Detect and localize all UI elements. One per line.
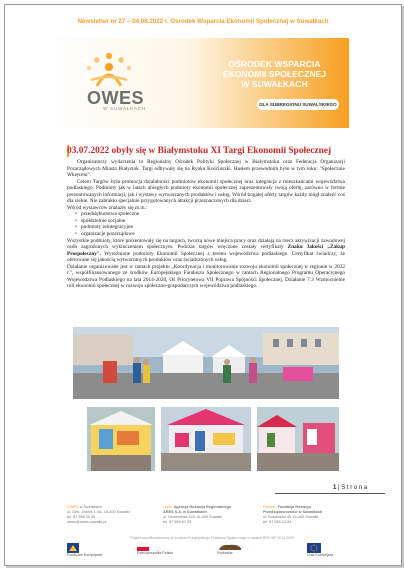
footer-partner-phone: tel. 87 565 13 84 (263, 520, 292, 524)
list-item: • podmioty reintegracyjne (75, 224, 345, 231)
article-paragraph: Organizatorzy wydarzenia to Regionalny Ośrodek Polityki Społecznej w Białymstoku oraz Federacja Organizacji Pozarządowych Miasta Białystok. Targi odbywały się na Rynku Kościuszki. Hasłem przewodnim było w tym roku: "Społecznie Wkręceni". (67, 159, 345, 179)
bison-icon (217, 543, 243, 551)
podlaskie-logo-text: Podlaskie (217, 551, 233, 555)
eu-flag-icon (307, 543, 321, 553)
paragraph-part: Wszystkie podmioty, które prezentowały się na targach, tworzą nowe miejsca pracy oraz działają na rzecz aktywizacji zawodowej osób zagrożonych wykluczeniem społecznym. Podczas targów wręczone zostały certyfikaty (67, 237, 345, 251)
eu-logo-text: Unia Europejska (307, 553, 334, 557)
footer-partner-title2: Przedsiębiorczości w Suwałkach (263, 510, 323, 514)
newsletter-page (4, 4, 402, 566)
footer-owes-email: owes@owes-suwalki.pl (67, 520, 107, 524)
article-body (67, 159, 345, 290)
eu-funds-logo-text: Fundusze Europejskie (67, 553, 103, 557)
paragraph-part: Wyróżnione podmioty Ekonomii Społecznej z terenu województwa podlaskiego. Certyfikat świadczy, że oferowane się jakością wytwarzanych produktów oraz świadczonych usług. (67, 250, 345, 264)
article-paragraph: Celem Targów była promocja działalności podmiotów ekonomii społecznej oraz integracja z mieszkańcami województwa podlaskiego. Podmioty jak w latach ubiegłych podmioty ekonomii społecznej zaprezentowały swoją ofertę, zarówno w formie prezentowanych informacji, jak i wystawy wytwarzanych produktów i usług. Wśród bogatej oferty targów każdy mógł znaleźć coś dla siebie. Nie zabrakło specjalnie przygotowanych atrakcji przeznaczonych dla dzieci. (67, 178, 345, 205)
fair-photo-stalls (257, 407, 339, 471)
banner-title-line1: OŚRODEK WSPARCIA (228, 59, 321, 69)
banner-title-line3: W SUWAŁKACH (241, 79, 308, 89)
eu-logo (307, 543, 357, 557)
fair-photo-tent (161, 407, 251, 471)
footer-funding-note: Projekt współfinansowany ze środków Europejskiego Funduszu Społecznego w ramach RPO WP 2014-2020 (130, 536, 294, 540)
subregion-pill: DLA SUBREGIONU SUWALSKIEGO (257, 99, 339, 110)
article-heading: 03.07.2022 obyły się w Białymstoku XI Targi Ekonomii Społecznej (67, 146, 332, 156)
footer-partner-prefix: Partner: (263, 505, 277, 509)
article-paragraph: Wśród wystawców znalazły się m.in.: (67, 204, 148, 211)
list-item: • przedsiębiorstwa społeczne (75, 211, 345, 218)
footer-owes-phone: tel. 87 566 20 55 (67, 515, 96, 519)
poland-logo-text: Rzeczpospolita Polska (137, 551, 174, 555)
footer-owes-title: OWES (67, 505, 79, 509)
owes-logo-text: OWES (87, 88, 145, 108)
photo-collage (73, 327, 339, 477)
footer-leader-title: Agencja Rozwoju Regionalnego (173, 505, 232, 509)
fair-photo-stand (87, 407, 155, 471)
footer-leader-title2: ARES S.A. w Suwałkach (163, 510, 207, 514)
owes-banner (57, 38, 349, 128)
banner-title-line2: EKONOMII SPOŁECZNEJ (222, 69, 327, 79)
eu-funds-icon (67, 543, 79, 553)
page-number-label: | S t r o n a (338, 485, 368, 491)
footer-owes-title-rest: w Suwałkach (78, 505, 102, 509)
article-paragraph: Działanie organizowane jest w ramach projektu „Koordynacja i monitorowanie rozwoju ekonomii społecznej w regionie w 2022 r.", współfinansowanego ze środków Europejskiego Funduszu Społecznego w ramach Regionalnego Programu Operacyjnego Województwa Podlaskiego na lata 2014-2020, Oś Priorytetowa VII Poprawa Spójności Społecznej, Działanie 7.3 Wzmocnienie roli ekonomii społecznej w rozwoju społeczno-gospodarczym województwa podlaskiego. (67, 263, 345, 290)
footer-leader-phone: tel. 87 566 61 05 (163, 520, 192, 524)
footer-owes (67, 505, 159, 525)
footer-leader-prefix: Lider: (163, 505, 173, 509)
footer-owes-address: ul. Gen. Józefa 1 lok. 16-400 Suwałki (67, 510, 130, 514)
footer-partner-address: ul. Kościuszki 45 16-400 Suwałki (263, 515, 319, 519)
eu-funds-logo (67, 543, 107, 557)
poland-flag-icon (137, 543, 149, 551)
list-item: • spółdzielnie socjalne (75, 218, 345, 225)
footer-partner (263, 505, 355, 525)
owes-logo-subtext: W SUWAŁKACH (103, 107, 146, 112)
newsletter-header: Newsletter nr 27 – 04.08.2022 r. Ośrodek Wsparcia Ekonomii Społecznej w Suwałkach (77, 18, 329, 25)
footer-leader-address: ul. Noniewicza 42A 16-400 Suwałki (163, 515, 223, 519)
exhibitor-list (67, 211, 345, 237)
article-paragraph (67, 238, 345, 264)
fair-photo-main (73, 327, 339, 399)
page-divider (275, 493, 385, 494)
list-item: • organizacje pozarządowe (75, 231, 345, 238)
page-number (333, 485, 367, 491)
podlaskie-logo (217, 543, 267, 557)
footer-partner-title: Fundacja Rozwoju (277, 505, 311, 509)
banner-title (207, 59, 342, 89)
certificate-name: Znaku Jakości „Zakup Prospołeczny". (67, 244, 345, 257)
page-number-value: 1 (333, 485, 337, 491)
poland-logo (137, 543, 187, 557)
footer-leader (163, 505, 255, 525)
funding-logos (67, 543, 357, 559)
